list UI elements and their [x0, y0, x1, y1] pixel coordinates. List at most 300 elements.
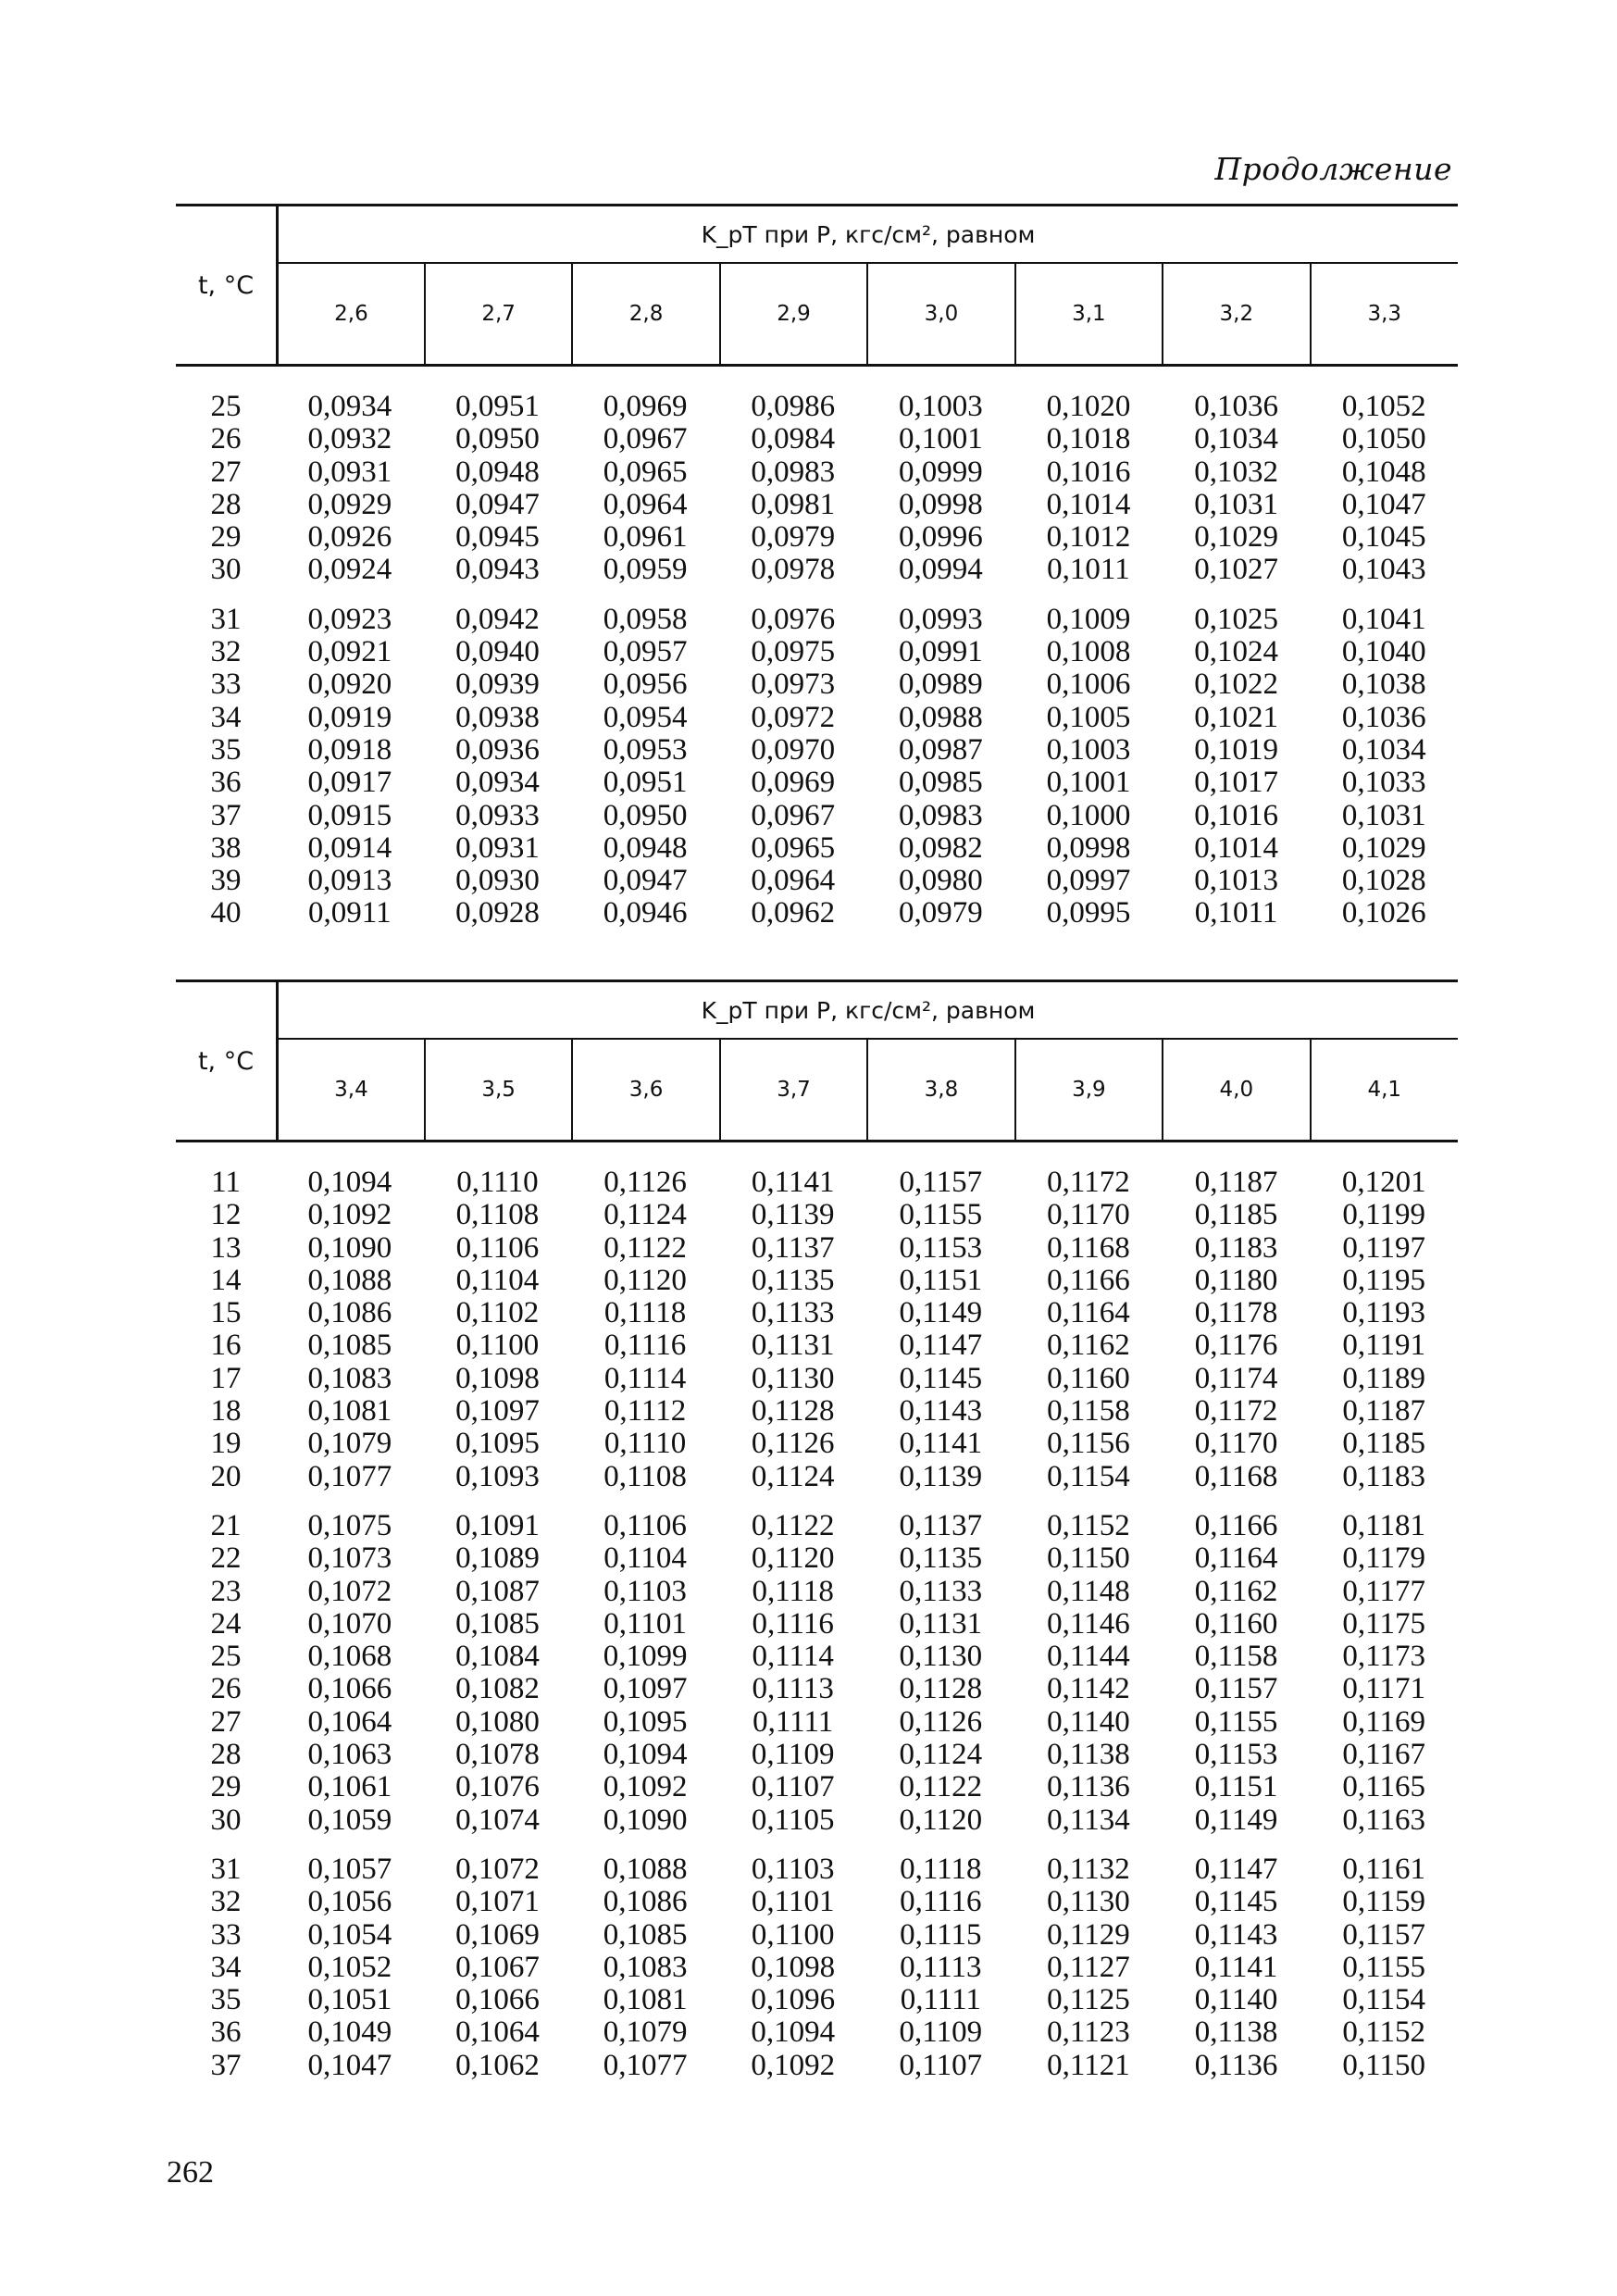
coefficient-cell: 0,1147: [1194, 1852, 1278, 1886]
coefficient-cell: 0,1064: [455, 2015, 540, 2050]
table-row: [176, 554, 1458, 586]
coefficient-cell: 0,1183: [1194, 1230, 1278, 1265]
coefficient-cell: 0,1019: [1194, 732, 1278, 767]
coefficient-cell: 0,0983: [898, 798, 983, 832]
coefficient-cell: 0,1179: [1342, 1541, 1425, 1576]
table-row: [176, 1952, 1458, 1984]
coefficient-cell: 0,1159: [1342, 1885, 1425, 1919]
coefficient-cell: 0,1098: [455, 1361, 540, 1395]
temperature-cell: 14: [210, 1263, 242, 1297]
coefficient-cell: 0,1155: [1194, 1704, 1278, 1739]
coefficient-cell: 0,0943: [455, 553, 540, 587]
coefficient-cell: 0,0969: [751, 766, 836, 800]
coefficient-cell: 0,1154: [1342, 1983, 1425, 2017]
coefficient-cell: 0,1054: [307, 1917, 392, 1952]
table-row: [176, 1329, 1458, 1362]
temperature-cell: 17: [210, 1361, 242, 1395]
coefficient-cell: 0,1158: [1194, 1640, 1278, 1674]
coefficient-cell: 0,0950: [603, 798, 688, 832]
coefficient-cell: 0,1017: [1194, 766, 1278, 800]
coefficient-cell: 0,1003: [898, 390, 983, 423]
coefficient-cell: 0,1132: [1047, 1852, 1130, 1886]
coefficient-cell: 0,1193: [1342, 1296, 1425, 1330]
coefficient-cell: 0,1091: [455, 1508, 540, 1542]
coefficient-cell: 0,1116: [900, 1885, 982, 1919]
table-row: [176, 1510, 1458, 1542]
coefficient-cell: 0,1018: [1046, 422, 1131, 456]
coefficient-cell: 0,1100: [751, 1917, 835, 1952]
coefficient-cell: 0,1181: [1342, 1508, 1425, 1542]
coefficient-cell: 0,1113: [752, 1672, 834, 1706]
coefficient-cell: 0,1138: [1047, 1738, 1130, 1772]
temperature-cell: 37: [210, 2048, 242, 2082]
coefficient-cell: 0,1130: [899, 1640, 983, 1674]
coefficient-cell: 0,1057: [307, 1852, 392, 1886]
coefficient-cell: 0,1136: [1047, 1770, 1130, 1804]
temperature-cell: 27: [210, 455, 242, 489]
coefficient-cell: 0,1111: [900, 1983, 981, 2017]
coefficient-cell: 0,0976: [751, 602, 836, 636]
coefficient-cell: 0,1128: [751, 1394, 835, 1429]
coefficient-cell: 0,1092: [751, 2048, 836, 2082]
table-row: [176, 1167, 1458, 1199]
coefficient-cell: 0,0978: [751, 553, 836, 587]
coefficient-cell: 0,1011: [1194, 896, 1278, 930]
coefficient-cell: 0,1185: [1194, 1198, 1278, 1232]
coefficient-cell: 0,1114: [603, 1361, 687, 1395]
pressure-header: 3,7: [720, 1039, 867, 1142]
table-row: [176, 1984, 1458, 2016]
table-1: [176, 204, 1458, 930]
coefficient-cell: 0,1107: [751, 1770, 835, 1804]
coefficient-cell: 0,1116: [603, 1329, 687, 1363]
coefficient-cell: 0,1059: [307, 1803, 392, 1837]
coefficient-cell: 0,1114: [752, 1640, 834, 1674]
coefficient-cell: 0,1152: [1342, 2015, 1425, 2050]
coefficient-cell: 0,0972: [751, 700, 836, 734]
temperature-cell: 39: [210, 864, 242, 898]
coefficient-cell: 0,0965: [603, 455, 688, 489]
temperature-cell: 25: [210, 1640, 242, 1674]
temperature-cell: 29: [210, 520, 242, 555]
coefficient-cell: 0,1051: [307, 1983, 392, 2017]
coefficient-cell: 0,1111: [753, 1704, 834, 1739]
coefficient-cell: 0,0926: [307, 520, 392, 555]
coefficient-cell: 0,1141: [899, 1427, 983, 1461]
coefficient-cell: 0,1106: [455, 1230, 540, 1265]
coefficient-cell: 0,1084: [455, 1640, 540, 1674]
coefficient-cell: 0,1110: [456, 1166, 539, 1199]
coefficient-cell: 0,1133: [751, 1296, 835, 1330]
coefficient-cell: 0,0947: [455, 487, 540, 521]
coefficient-cell: 0,1199: [1342, 1198, 1425, 1232]
coefficient-cell: 0,1120: [751, 1541, 835, 1576]
coefficient-cell: 0,1116: [752, 1606, 834, 1641]
coefficient-cell: 0,1121: [1047, 2048, 1130, 2082]
coefficient-cell: 0,1005: [1046, 700, 1131, 734]
coefficient-cell: 0,1127: [1047, 1950, 1130, 1984]
coefficient-cell: 0,1170: [1047, 1198, 1130, 1232]
coefficient-cell: 0,1151: [1194, 1770, 1278, 1804]
coefficient-cell: 0,1122: [603, 1230, 687, 1265]
coefficient-cell: 0,1098: [751, 1950, 836, 1984]
coefficient-cell: 0,1118: [752, 1574, 834, 1608]
coefficient-cell: 0,1067: [455, 1950, 540, 1984]
coefficient-cell: 0,1162: [1194, 1574, 1278, 1608]
coefficient-cell: 0,1082: [455, 1672, 540, 1706]
coefficient-cell: 0,1164: [1047, 1296, 1130, 1330]
coefficient-cell: 0,1090: [307, 1230, 392, 1265]
coefficient-cell: 0,1088: [307, 1263, 392, 1297]
temperature-cell: 32: [210, 1885, 242, 1919]
coefficient-cell: 0,1066: [455, 1983, 540, 2017]
table-row: [176, 456, 1458, 489]
coefficient-cell: 0,1103: [603, 1574, 687, 1608]
coefficient-cell: 0,1157: [899, 1166, 983, 1199]
coefficient-cell: 0,1064: [307, 1704, 392, 1739]
coefficient-cell: 0,1185: [1342, 1427, 1425, 1461]
temperature-cell: 26: [210, 1672, 242, 1706]
coefficient-cell: 0,0997: [1046, 864, 1131, 898]
table-row: [176, 1542, 1458, 1575]
coefficient-cell: 0,0928: [455, 896, 540, 930]
coefficient-cell: 0,1172: [1194, 1394, 1278, 1429]
coefficient-cell: 0,1154: [1047, 1459, 1130, 1493]
pressure-header: 2,9: [720, 263, 867, 366]
coefficient-cell: 0,1135: [751, 1263, 835, 1297]
pressure-header: 3,9: [1015, 1039, 1163, 1142]
coefficient-cell: 0,1120: [603, 1263, 687, 1297]
temperature-cell: 36: [210, 766, 242, 800]
coefficient-cell: 0,0996: [898, 520, 983, 555]
coefficient-cell: 0,0975: [751, 635, 836, 669]
temperature-cell: 26: [210, 422, 242, 456]
coefficient-cell: 0,0942: [455, 602, 540, 636]
coefficient-cell: 0,1036: [1194, 390, 1278, 423]
coefficient-cell: 0,0967: [603, 422, 688, 456]
coefficient-cell: 0,1175: [1342, 1606, 1425, 1641]
coefficient-cell: 0,0961: [603, 520, 688, 555]
temperature-column-header: t, °C: [176, 981, 278, 1142]
coefficient-cell: 0,1160: [1194, 1606, 1278, 1641]
coefficient-cell: 0,1085: [307, 1329, 392, 1363]
coefficient-cell: 0,1189: [1342, 1361, 1425, 1395]
coefficient-cell: 0,1086: [603, 1885, 688, 1919]
coefficient-cell: 0,1138: [1194, 2015, 1278, 2050]
table-row: [176, 1576, 1458, 1608]
coefficient-cell: 0,1183: [1342, 1459, 1425, 1493]
coefficient-cell: 0,0983: [751, 455, 836, 489]
coefficient-cell: 0,1156: [1047, 1427, 1130, 1461]
table-row: [176, 2050, 1458, 2082]
coefficient-cell: 0,0917: [307, 766, 392, 800]
coefficient-cell: 0,1173: [1342, 1640, 1425, 1674]
coefficient-cell: 0,1164: [1194, 1541, 1278, 1576]
temperature-cell: 12: [210, 1198, 242, 1232]
coefficient-cell: 0,1166: [1194, 1508, 1278, 1542]
coefficient-cell: 0,1169: [1342, 1704, 1425, 1739]
group-spacer: [176, 587, 1458, 604]
coefficient-cell: 0,1094: [603, 1738, 688, 1772]
table-row: [176, 423, 1458, 455]
coefficient-cell: 0,0953: [603, 732, 688, 767]
group-spacer: [176, 1837, 1458, 1853]
coefficient-cell: 0,1094: [751, 2015, 836, 2050]
coefficient-cell: 0,1191: [1342, 1329, 1425, 1363]
coefficient-cell: 0,0948: [455, 455, 540, 489]
coefficient-cell: 0,1094: [307, 1166, 392, 1199]
coefficient-cell: 0,0911: [308, 896, 392, 930]
coefficient-cell: 0,1100: [455, 1329, 540, 1363]
coefficient-cell: 0,1143: [1194, 1917, 1278, 1952]
coefficient-cell: 0,1122: [751, 1508, 835, 1542]
temperature-cell: 11: [211, 1166, 241, 1199]
coefficient-cell: 0,1149: [1194, 1803, 1278, 1837]
coefficient-cell: 0,1153: [1194, 1738, 1278, 1772]
coefficient-cell: 0,1176: [1194, 1329, 1278, 1363]
coefficient-cell: 0,0995: [1046, 896, 1131, 930]
coefficient-cell: 0,1126: [899, 1704, 983, 1739]
coefficient-cell: 0,0938: [455, 700, 540, 734]
temperature-cell: 18: [210, 1394, 242, 1429]
coefficient-cell: 0,1149: [899, 1296, 983, 1330]
table-row: [176, 832, 1458, 865]
coefficient-cell: 0,1103: [751, 1852, 835, 1886]
coefficient-cell: 0,1163: [1342, 1803, 1425, 1837]
coefficient-cell: 0,0933: [455, 798, 540, 832]
coefficient-cell: 0,1141: [751, 1166, 835, 1199]
table-row: [176, 636, 1458, 668]
coefficient-cell: 0,1130: [751, 1361, 835, 1395]
coefficient-cell: 0,0934: [307, 390, 392, 423]
coefficient-cell: 0,1131: [751, 1329, 835, 1363]
coefficient-cell: 0,1016: [1194, 798, 1278, 832]
coefficient-cell: 0,1001: [1046, 766, 1131, 800]
coefficient-cell: 0,1168: [1047, 1230, 1130, 1265]
coefficient-cell: 0,1104: [455, 1263, 540, 1297]
coefficient-cell: 0,1130: [1047, 1885, 1130, 1919]
coefficient-cell: 0,1077: [603, 2048, 688, 2082]
coefficient-cell: 0,1001: [898, 422, 983, 456]
coefficient-cell: 0,1155: [1342, 1950, 1425, 1984]
coefficient-cell: 0,1095: [455, 1427, 540, 1461]
coefficient-cell: 0,1040: [1341, 635, 1426, 669]
coefficient-cell: 0,1086: [307, 1296, 392, 1330]
table-2-body: [176, 1167, 1458, 2082]
coefficient-cell: 0,1142: [1047, 1672, 1130, 1706]
coefficient-cell: 0,0980: [898, 864, 983, 898]
coefficient-cell: 0,0959: [603, 553, 688, 587]
pressure-header: 3,1: [1015, 263, 1163, 366]
coefficient-cell: 0,1139: [899, 1459, 983, 1493]
coefficient-cell: 0,1061: [307, 1770, 392, 1804]
coefficient-cell: 0,0979: [751, 520, 836, 555]
coefficient-cell: 0,0962: [751, 896, 836, 930]
coefficient-cell: 0,0989: [898, 668, 983, 702]
coefficient-cell: 0,1180: [1194, 1263, 1278, 1297]
coefficient-cell: 0,1047: [1341, 487, 1426, 521]
coefficient-cell: 0,1109: [899, 2015, 983, 2050]
coefficient-cell: 0,1048: [1341, 455, 1426, 489]
coefficient-cell: 0,0940: [455, 635, 540, 669]
coefficient-cell: 0,1140: [1047, 1704, 1130, 1739]
table-row: [176, 1706, 1458, 1739]
coefficient-cell: 0,0984: [751, 422, 836, 456]
coefficient-cell: 0,1118: [603, 1296, 687, 1330]
temperature-cell: 40: [210, 896, 242, 930]
coefficient-cell: 0,0918: [307, 732, 392, 767]
coefficient-cell: 0,1088: [603, 1852, 688, 1886]
temperature-cell: 35: [210, 1983, 242, 2017]
table-row: [176, 865, 1458, 897]
temperature-cell: 15: [210, 1296, 242, 1330]
coefficient-cell: 0,1144: [1047, 1640, 1130, 1674]
coefficient-cell: 0,1101: [751, 1885, 835, 1919]
table-row: [176, 734, 1458, 767]
coefficient-cell: 0,1145: [1194, 1885, 1278, 1919]
temperature-cell: 22: [210, 1541, 242, 1576]
table-row: [176, 702, 1458, 734]
temperature-cell: 38: [210, 830, 242, 865]
coefficient-cell: 0,1000: [1046, 798, 1131, 832]
coefficient-cell: 0,0934: [455, 766, 540, 800]
coefficient-cell: 0,0993: [898, 602, 983, 636]
coefficient-cell: 0,1167: [1342, 1738, 1425, 1772]
coefficient-cell: 0,1029: [1194, 520, 1278, 555]
coefficient-cell: 0,1047: [307, 2048, 392, 2082]
coefficient-cell: 0,1006: [1046, 668, 1131, 702]
coefficient-cell: 0,1141: [1194, 1950, 1278, 1984]
pressure-header: 3,6: [572, 1039, 719, 1142]
temperature-cell: 33: [210, 1917, 242, 1952]
table-2-header: [176, 980, 1458, 1142]
coefficient-cell: 0,1027: [1194, 553, 1278, 587]
coefficient-cell: 0,1028: [1341, 864, 1426, 898]
coefficient-cell: 0,0932: [307, 422, 392, 456]
coefficient-cell: 0,1177: [1342, 1574, 1425, 1608]
pressure-header: 4,0: [1163, 1039, 1310, 1142]
coefficient-cell: 0,1083: [603, 1950, 688, 1984]
coefficient-cell: 0,1126: [603, 1166, 687, 1199]
coefficient-cell: 0,0951: [603, 766, 688, 800]
coefficient-cell: 0,0931: [455, 830, 540, 865]
table-row: [176, 1265, 1458, 1297]
coefficient-cell: 0,1171: [1342, 1672, 1425, 1706]
coefficient-cell: 0,0914: [307, 830, 392, 865]
coefficient-cell: 0,1026: [1341, 896, 1426, 930]
coefficient-cell: 0,1145: [899, 1361, 983, 1395]
coefficient-cell: 0,0979: [898, 896, 983, 930]
coefficient-cell: 0,1034: [1194, 422, 1278, 456]
coefficient-cell: 0,1092: [603, 1770, 688, 1804]
coefficient-cell: 0,0991: [898, 635, 983, 669]
table-row: [176, 1853, 1458, 1886]
coefficient-cell: 0,0987: [898, 732, 983, 767]
coefficient-cell: 0,0913: [307, 864, 392, 898]
coefficient-cell: 0,0964: [603, 487, 688, 521]
coefficient-cell: 0,1155: [899, 1198, 983, 1232]
temperature-column-header: t, °C: [176, 206, 278, 366]
pressure-header: 3,5: [425, 1039, 572, 1142]
coefficient-cell: 0,1124: [899, 1738, 983, 1772]
table-row: [176, 1608, 1458, 1641]
coefficient-cell: 0,0998: [898, 487, 983, 521]
coefficient-cell: 0,1011: [1047, 553, 1130, 587]
coefficient-cell: 0,1097: [455, 1394, 540, 1429]
coefficient-cell: 0,1024: [1194, 635, 1278, 669]
coefficient-cell: 0,1166: [1047, 1263, 1130, 1297]
table-row: [176, 489, 1458, 521]
table-row: [176, 604, 1458, 636]
coefficient-cell: 0,0965: [751, 830, 836, 865]
coefficient-cell: 0,0920: [307, 668, 392, 702]
pressure-header: 2,6: [334, 302, 368, 326]
coefficient-cell: 0,0939: [455, 668, 540, 702]
coefficient-cell: 0,1095: [603, 1704, 688, 1739]
coefficient-cell: 0,1078: [455, 1738, 540, 1772]
table-row: [176, 1232, 1458, 1265]
table-row: [176, 391, 1458, 423]
coefficient-cell: 0,0982: [898, 830, 983, 865]
coefficient-cell: 0,0948: [603, 830, 688, 865]
coefficient-cell: 0,1090: [603, 1803, 688, 1837]
coefficient-cell: 0,1050: [1341, 422, 1426, 456]
temperature-cell: 19: [210, 1427, 242, 1461]
coefficient-cell: 0,1089: [455, 1541, 540, 1576]
coefficient-cell: 0,1162: [1047, 1329, 1130, 1363]
coefficient-cell: 0,1151: [899, 1263, 983, 1297]
temperature-cell: 33: [210, 668, 242, 702]
coefficient-cell: 0,1077: [307, 1459, 392, 1493]
coefficient-cell: 0,0999: [898, 455, 983, 489]
coefficient-cell: 0,0919: [307, 700, 392, 734]
coefficient-cell: 0,1147: [899, 1329, 983, 1363]
table-row: [176, 1641, 1458, 1673]
pressure-header: 3,4: [334, 1078, 368, 1102]
coefficient-cell: 0,0986: [751, 390, 836, 423]
table-2: [176, 980, 1458, 2082]
coefficient-cell: 0,1134: [1047, 1803, 1130, 1837]
coefficient-cell: 0,1113: [900, 1950, 982, 1984]
coefficient-cell: 0,0973: [751, 668, 836, 702]
coefficient-cell: 0,1174: [1194, 1361, 1278, 1395]
coefficient-cell: 0,1124: [751, 1459, 835, 1493]
temperature-cell: 34: [210, 1950, 242, 1984]
temperature-cell: 23: [210, 1574, 242, 1608]
coefficient-cell: 0,1172: [1047, 1166, 1130, 1199]
coefficient-cell: 0,0924: [307, 553, 392, 587]
coefficient-cell: 0,1009: [1046, 602, 1131, 636]
table-row: [176, 1886, 1458, 1918]
coefficient-cell: 0,0958: [603, 602, 688, 636]
coefficient-cell: 0,1092: [307, 1198, 392, 1232]
table-row: [176, 897, 1458, 930]
pressure-header: 3,8: [867, 1039, 1014, 1142]
coefficient-cell: 0,0988: [898, 700, 983, 734]
coefficient-cell: 0,1071: [455, 1885, 540, 1919]
coefficient-cell: 0,1081: [307, 1394, 392, 1429]
table-row: [176, 1461, 1458, 1493]
table-row: [176, 1771, 1458, 1803]
coefficient-cell: 0,1063: [307, 1738, 392, 1772]
pressure-super-header: K_pT при P, кгс/см², равном: [278, 206, 1459, 264]
table-row: [176, 2016, 1458, 2049]
coefficient-cell: 0,1152: [1047, 1508, 1130, 1542]
coefficient-cell: 0,1076: [455, 1770, 540, 1804]
coefficient-cell: 0,1034: [1341, 732, 1426, 767]
temperature-cell: 13: [210, 1230, 242, 1265]
table-row: [176, 1199, 1458, 1231]
